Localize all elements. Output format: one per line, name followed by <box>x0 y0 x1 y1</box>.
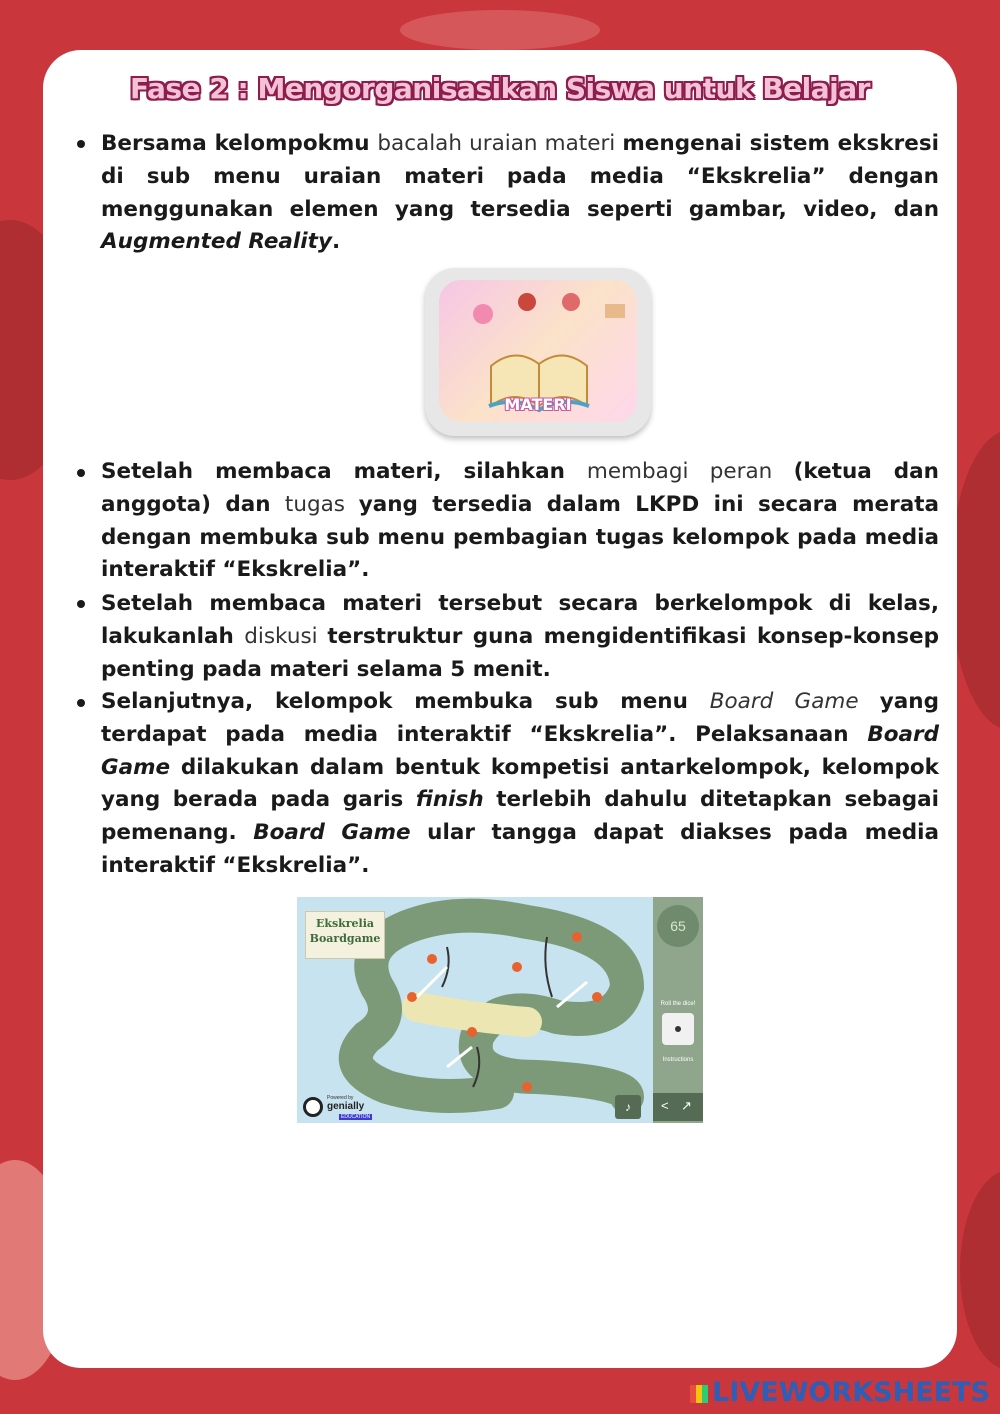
text-segment: Augmented Reality <box>101 229 332 255</box>
materi-button[interactable] <box>425 268 651 436</box>
boardgame-side-panel <box>653 897 703 1123</box>
liveworksheets-label: LIVEWORKSHEETS <box>712 1377 990 1408</box>
bullet-dot <box>77 140 85 148</box>
boardgame-preview[interactable] <box>297 897 703 1123</box>
text-segment: bacalah uraian materi <box>377 131 623 156</box>
dice-dot-icon <box>675 1026 681 1032</box>
text-segment: Board Game <box>709 689 880 714</box>
text-segment: finish <box>415 787 484 813</box>
instructions-label[interactable]: Instructions <box>662 1057 694 1063</box>
powered-by-label: Powered by <box>327 1095 354 1101</box>
text-segment: diskusi <box>244 623 328 649</box>
text-segment: Bersama kelompokmu <box>101 131 378 156</box>
text-segment: yang terdapat pada media interaktif “Ekskrelia”. Pelaksanaan <box>101 689 939 747</box>
sound-icon[interactable]: ♪ <box>615 1095 641 1119</box>
text-segment: terstruktur guna mengidentifikasi konsep-konsep penting pada materi selama 5 menit. <box>101 623 940 682</box>
text-segment: mengenai sistem ekskresi di sub menu uraian materi pada media “Ekskrelia” dengan menggunakan elemen yang tersedia seperti gambar, video, dan <box>101 131 939 222</box>
genially-logo-icon <box>303 1097 323 1117</box>
score-counter: 65 <box>657 905 699 947</box>
text-segment: tugas <box>284 491 359 517</box>
bullet-dot <box>77 699 85 707</box>
text-segment: Selanjutnya, kelompok membuka sub menu <box>101 689 710 714</box>
materi-button-label: MATERI <box>504 395 572 414</box>
page-title: Fase 2 : Mengorganisasikan Siswa untuk Belajar <box>130 72 870 105</box>
bullet-paragraph-4 <box>101 686 939 883</box>
text-segment: . <box>331 229 341 255</box>
text-segment: Board Game <box>101 721 939 780</box>
text-segment: membagi peran <box>586 459 794 484</box>
bullet-dot <box>77 469 85 477</box>
text-segment: ular tangga dapat diakses pada media interaktif “Ekskrelia”. <box>101 820 939 878</box>
boardgame-title-line: Ekskrelia <box>315 917 375 930</box>
text-segment: terlebih dahulu ditetapkan sebagai pemenang. <box>101 787 939 846</box>
leaf-decoration <box>400 10 600 50</box>
text-segment: Setelah membaca materi, silahkan <box>101 459 587 484</box>
bullet-paragraph-3 <box>101 588 939 686</box>
materi-thumbnail <box>439 280 637 422</box>
text-segment: Board Game <box>253 820 411 846</box>
text-segment: (ketua dan anggota) dan <box>101 459 939 517</box>
bullet-paragraph-2 <box>101 456 939 587</box>
leaf-decoration <box>960 1170 1000 1370</box>
text-segment: dilakukan dalam bentuk kompetisi antarkelompok, kelompok yang berada pada garis <box>101 754 939 813</box>
boardgame-title <box>305 911 385 959</box>
genially-label: genially <box>327 1101 365 1112</box>
text-segment: Setelah membaca materi tersebut secara berkelompok di kelas, lakukanlah <box>101 591 939 649</box>
leaf-decoration <box>950 430 1000 730</box>
boardgame-title-line: Boardgame <box>309 932 381 945</box>
bullet-paragraph-1 <box>101 128 939 259</box>
liveworksheets-logo-icon <box>690 1385 708 1403</box>
bullet-dot <box>77 600 85 608</box>
share-icon[interactable]: < <box>661 1098 669 1113</box>
share-controls[interactable] <box>653 1093 703 1121</box>
roll-dice-label: Roll the dice! <box>660 1001 696 1007</box>
education-badge: EDUCATION <box>341 1114 371 1120</box>
dice-button[interactable] <box>662 1013 694 1045</box>
text-segment: yang tersedia dalam LKPD ini secara merata dengan membuka sub menu pembagian tugas kelompok pada media interaktif “Ekskrelia”. <box>101 491 939 583</box>
fullscreen-icon[interactable]: ↗ <box>681 1098 692 1113</box>
liveworksheets-brand <box>690 1377 990 1408</box>
